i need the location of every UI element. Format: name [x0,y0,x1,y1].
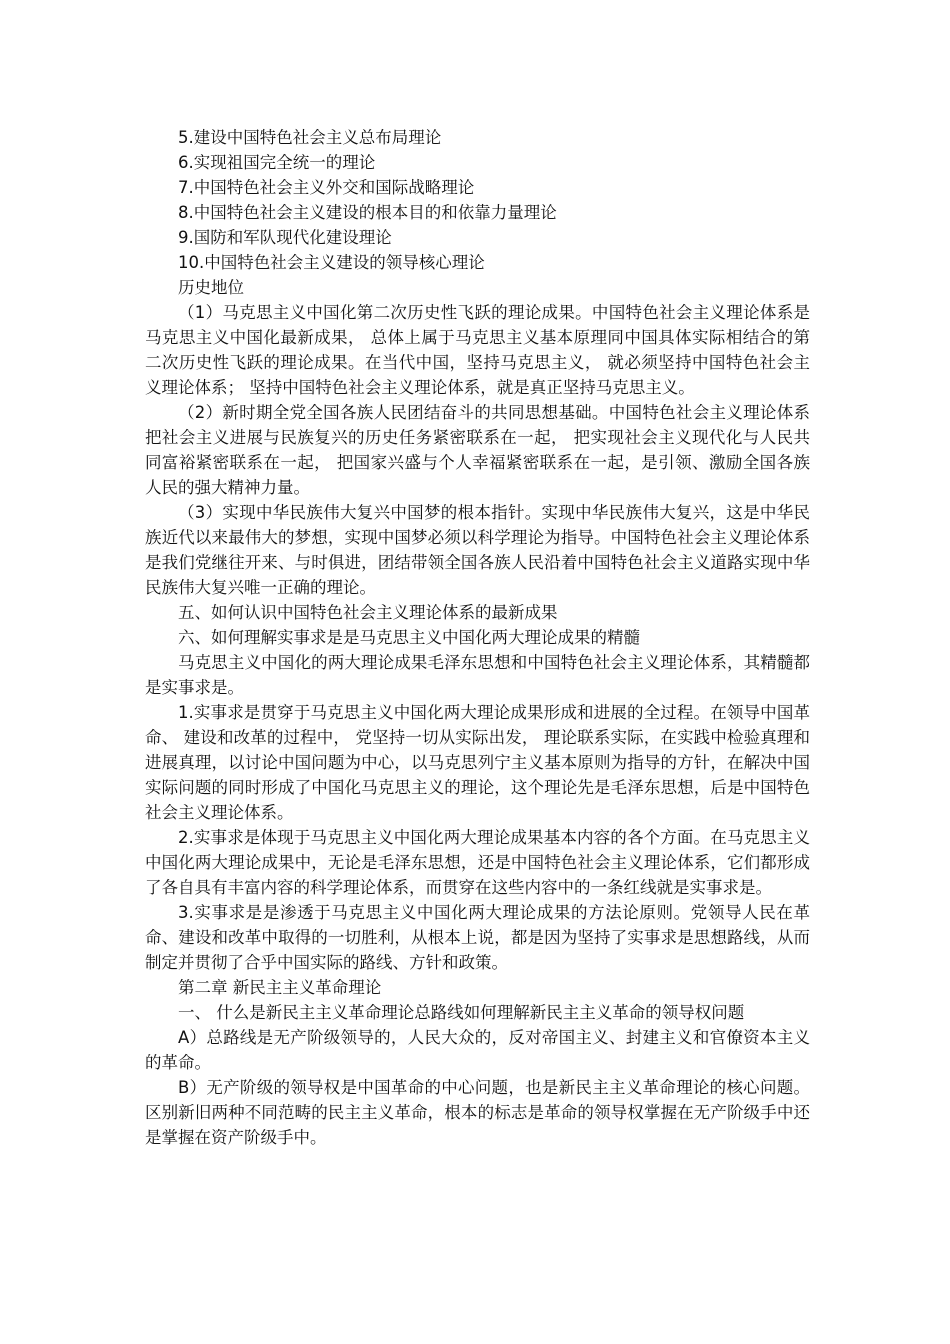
document-body [145,125,810,1150]
paragraph: A）总路线是无产阶级领导的，人民大众的，反对帝国主义、封建主义和官僚资本主义的革命。 [145,1028,810,1072]
paragraph: （3）实现中华民族伟大复兴中国梦的根本指针。实现中华民族伟大复兴，这是中华民族近代以来最伟大的梦想，实现中国梦必须以科学理论为指导。中国特色社会主义理论体系是我们党继往开来、与时俱进，团结带领全国各族人民沿着中国特色社会主义道路实现中华民族伟大复兴唯一正确的理论。 [145,503,810,597]
list-item: 5.建设中国特色社会主义总布局理论 [178,128,442,147]
paragraph: （1）马克思主义中国化第二次历史性飞跃的理论成果。中国特色社会主义理论体系是马克思主义中国化最新成果， 总体上属于马克思主义基本原理同中国具体实际相结合的第二次历史性飞跃的理论成果。在当代中国，坚持马克思主义， 就必须坚持中国特色社会主义理论体系； 坚持中国特色社会主义理论体系，就是真正坚持马克思主义。 [145,303,810,397]
paragraph: B）无产阶级的领导权是中国革命的中心问题，也是新民主主义革命理论的核心问题。区别新旧两种不同范畴的民主主义革命，根本的标志是革命的领导权掌握在无产阶级手中还是掌握在资产阶级手中。 [145,1078,810,1147]
paragraph: 2.实事求是体现于马克思主义中国化两大理论成果基本内容的各个方面。在马克思主义中国化两大理论成果中，无论是毛泽东思想，还是中国特色社会主义理论体系，它们都形成了各自具有丰富内容的科学理论体系，而贯穿在这些内容中的一条红线就是实事求是。 [145,828,810,897]
paragraph: （2）新时期全党全国各族人民团结奋斗的共同思想基础。中国特色社会主义理论体系把社会主义进展与民族复兴的历史任务紧密联系在一起， 把实现社会主义现代化与人民共同富裕紧密联系在一起， 把国家兴盛与个人幸福紧密联系在一起，是引领、激励全国各族人民的强大精神力量。 [145,403,810,497]
list-item: 6.实现祖国完全统一的理论 [178,153,376,172]
section-heading: 一、 什么是新民主主义革命理论总路线如何理解新民主主义革命的领导权问题 [178,1003,745,1022]
section-heading: 六、如何理解实事求是是马克思主义中国化两大理论成果的精髓 [178,628,640,647]
section-heading: 五、如何认识中国特色社会主义理论体系的最新成果 [178,603,558,622]
list-item: 8.中国特色社会主义建设的根本目的和依靠力量理论 [178,203,557,222]
list-item: 7.中国特色社会主义外交和国际战略理论 [178,178,475,197]
section-heading: 历史地位 [178,278,244,297]
paragraph: 马克思主义中国化的两大理论成果毛泽东思想和中国特色社会主义理论体系，其精髓都是实事求是。 [145,653,810,697]
list-item: 10.中国特色社会主义建设的领导核心理论 [178,253,485,272]
paragraph: 3.实事求是是渗透于马克思主义中国化两大理论成果的方法论原则。党领导人民在革命、建设和改革中取得的一切胜利，从根本上说，都是因为坚持了实事求是思想路线，从而制定并贯彻了合乎中国实际的路线、方针和政策。 [145,903,810,972]
paragraph: 1.实事求是贯穿于马克思主义中国化两大理论成果形成和进展的全过程。在领导中国革命、 建设和改革的过程中， 党坚持一切从实际出发， 理论联系实际，在实践中检验真理和进展真理，以讨论中国问题为中心，以马克思列宁主义基本原则为指导的方针，在解决中国实际问题的同时形成了中国化马克思主义的理论，这个理论先是毛泽东思想，后是中国特色社会主义理论体系。 [145,703,810,822]
list-item: 9.国防和军队现代化建设理论 [178,228,392,247]
chapter-heading: 第二章 新民主主义革命理论 [178,978,382,997]
